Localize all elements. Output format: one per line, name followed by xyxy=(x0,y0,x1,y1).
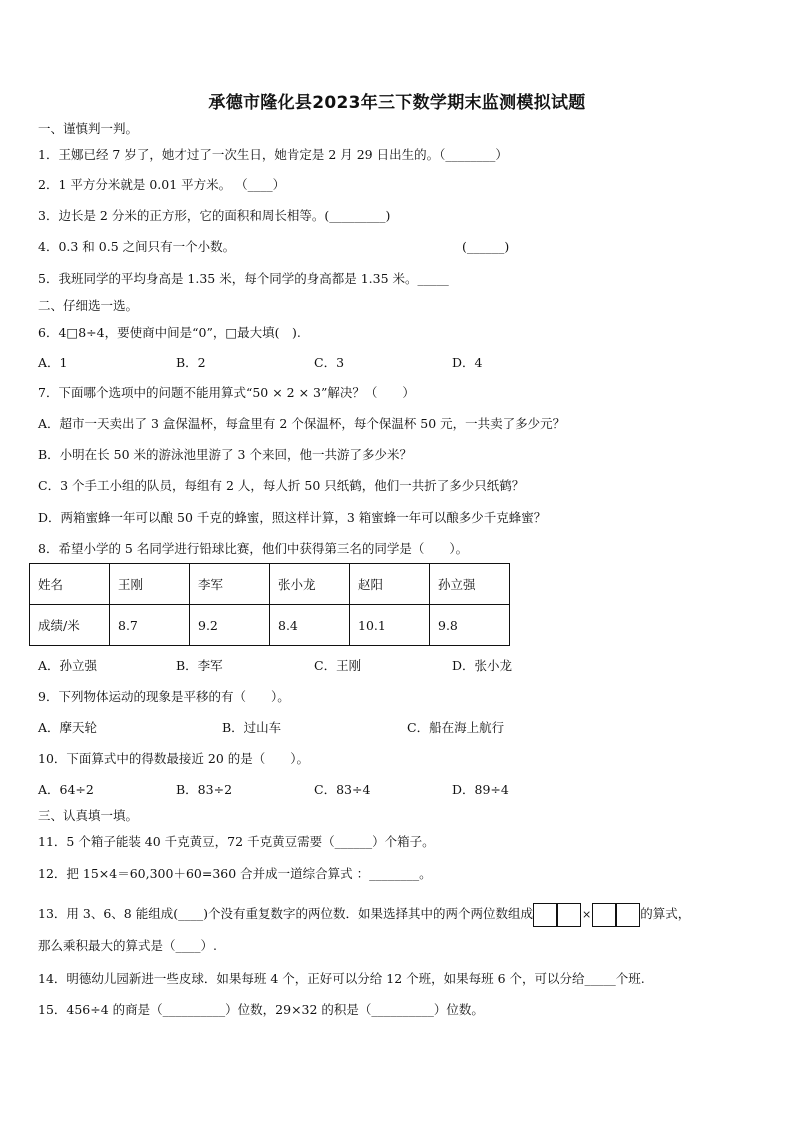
question-7-option-a: A．超市一天卖出了 3 盒保温杯，每盒里有 2 个保温杯，每个保温杯 50 元，一共卖了多少元？ xyxy=(38,416,566,431)
table-cell: 张小龙 xyxy=(270,564,350,605)
question-9-option-c: C．船在海上航行 xyxy=(407,720,505,735)
question-13-line-2: 那么乘积最大的算式是（____）. xyxy=(38,938,217,953)
section-1-heading: 一、谨慎判一判。 xyxy=(38,121,139,136)
question-6-option-b: B．2 xyxy=(176,355,206,370)
question-8-option-b: B．李军 xyxy=(176,658,223,673)
question-10: 10．下面算式中的得数最接近 20 的是（ ）。 xyxy=(38,751,310,766)
question-8: 8．希望小学的 5 名同学进行铅球比赛，他们中获得第三名的同学是（ ）。 xyxy=(38,541,469,556)
table-cell: 9.8 xyxy=(430,605,510,646)
table-cell: 8.4 xyxy=(270,605,350,646)
question-3: 3．边长是 2 分米的正方形，它的面积和周长相等。(_________) xyxy=(38,208,391,223)
question-6-option-a: A．1 xyxy=(38,355,68,370)
table-cell: 李军 xyxy=(190,564,270,605)
question-13-text-end: 的算式， xyxy=(640,906,691,921)
answer-box xyxy=(592,903,616,927)
table-cell: 姓名 xyxy=(30,564,110,605)
question-6-option-d: D．4 xyxy=(452,355,483,370)
question-9-option-b: B．过山车 xyxy=(222,720,282,735)
answer-boxes xyxy=(533,902,640,927)
table-cell: 8.7 xyxy=(110,605,190,646)
table-row xyxy=(30,605,510,646)
question-7-option-c: C．3 个手工小组的队员，每组有 2 人，每人折 50 只纸鹤，他们一共折了多少只纸鹤？ xyxy=(38,478,525,493)
question-15: 15．456÷4 的商是（__________）位数，29×32 的积是（__________）位数。 xyxy=(38,1002,484,1017)
table-cell: 10.1 xyxy=(350,605,430,646)
question-10-option-d: D．89÷4 xyxy=(452,782,509,797)
question-1: 1．王娜已经 7 岁了，她才过了一次生日，她肯定是 2 月 29 日出生的。（________） xyxy=(38,147,508,162)
table-cell: 王刚 xyxy=(110,564,190,605)
section-2-heading: 二、仔细选一选。 xyxy=(38,298,139,313)
question-6: 6．4□8÷4，要使商中间是“0”，□最大填( ). xyxy=(38,325,301,340)
question-5: 5．我班同学的平均身高是 1.35 米，每个同学的身高都是 1.35 米。_____ xyxy=(38,271,449,286)
times-symbol: × xyxy=(581,907,592,921)
question-13-line-1 xyxy=(38,902,690,927)
question-9-option-a: A．摩天轮 xyxy=(38,720,98,735)
section-3-heading: 三、认真填一填。 xyxy=(38,808,139,823)
question-12: 12．把 15×4＝60,300＋60=360 合并成一道综合算式 ：________。 xyxy=(38,866,432,881)
question-6-option-c: C．3 xyxy=(314,355,345,370)
question-10-option-c: C．83÷4 xyxy=(314,782,371,797)
question-4-answer-blank: (______) xyxy=(462,239,510,254)
question-10-option-a: A．64÷2 xyxy=(38,782,94,797)
answer-box xyxy=(616,903,640,927)
question-2: 2．1 平方分米就是 0.01 平方米。 （____） xyxy=(38,177,286,192)
question-10-option-b: B．83÷2 xyxy=(176,782,233,797)
question-7: 7．下面哪个选项中的问题不能用算式“50 × 2 × 3”解决？（ ） xyxy=(38,385,415,400)
question-11: 11．5 个箱子能装 40 千克黄豆，72 千克黄豆需要（______）个箱子。 xyxy=(38,834,435,849)
table-cell: 成绩/米 xyxy=(30,605,110,646)
table-row xyxy=(30,564,510,605)
question-8-score-table xyxy=(29,563,510,646)
question-7-option-d: D．两箱蜜蜂一年可以酿 50 千克的蜂蜜，照这样计算，3 箱蜜蜂一年可以酿多少千克蜂蜜？ xyxy=(38,510,547,525)
answer-box xyxy=(533,903,557,927)
question-9: 9．下列物体运动的现象是平移的有（ ）。 xyxy=(38,689,290,704)
table-cell: 赵阳 xyxy=(350,564,430,605)
answer-box xyxy=(557,903,581,927)
question-8-option-d: D．张小龙 xyxy=(452,658,513,673)
table-cell: 孙立强 xyxy=(430,564,510,605)
question-13-text: 13．用 3、6、8 能组成(____)个没有重复数字的两位数．如果选择其中的两个两位数组成 xyxy=(38,906,533,921)
question-14: 14．明德幼儿园新进一些皮球．如果每班 4 个，正好可以分给 12 个班，如果每班 6 个，可以分给_____个班. xyxy=(38,971,645,986)
table-cell: 9.2 xyxy=(190,605,270,646)
exam-title: 承德市隆化县2023年三下数学期末监测模拟试题 xyxy=(208,93,586,113)
question-7-option-b: B．小明在长 50 米的游泳池里游了 3 个来回，他一共游了多少米？ xyxy=(38,447,412,462)
question-8-option-a: A．孙立强 xyxy=(38,658,98,673)
question-8-option-c: C．王刚 xyxy=(314,658,362,673)
question-4: 4．0.3 和 0.5 之间只有一个小数。 xyxy=(38,239,236,254)
